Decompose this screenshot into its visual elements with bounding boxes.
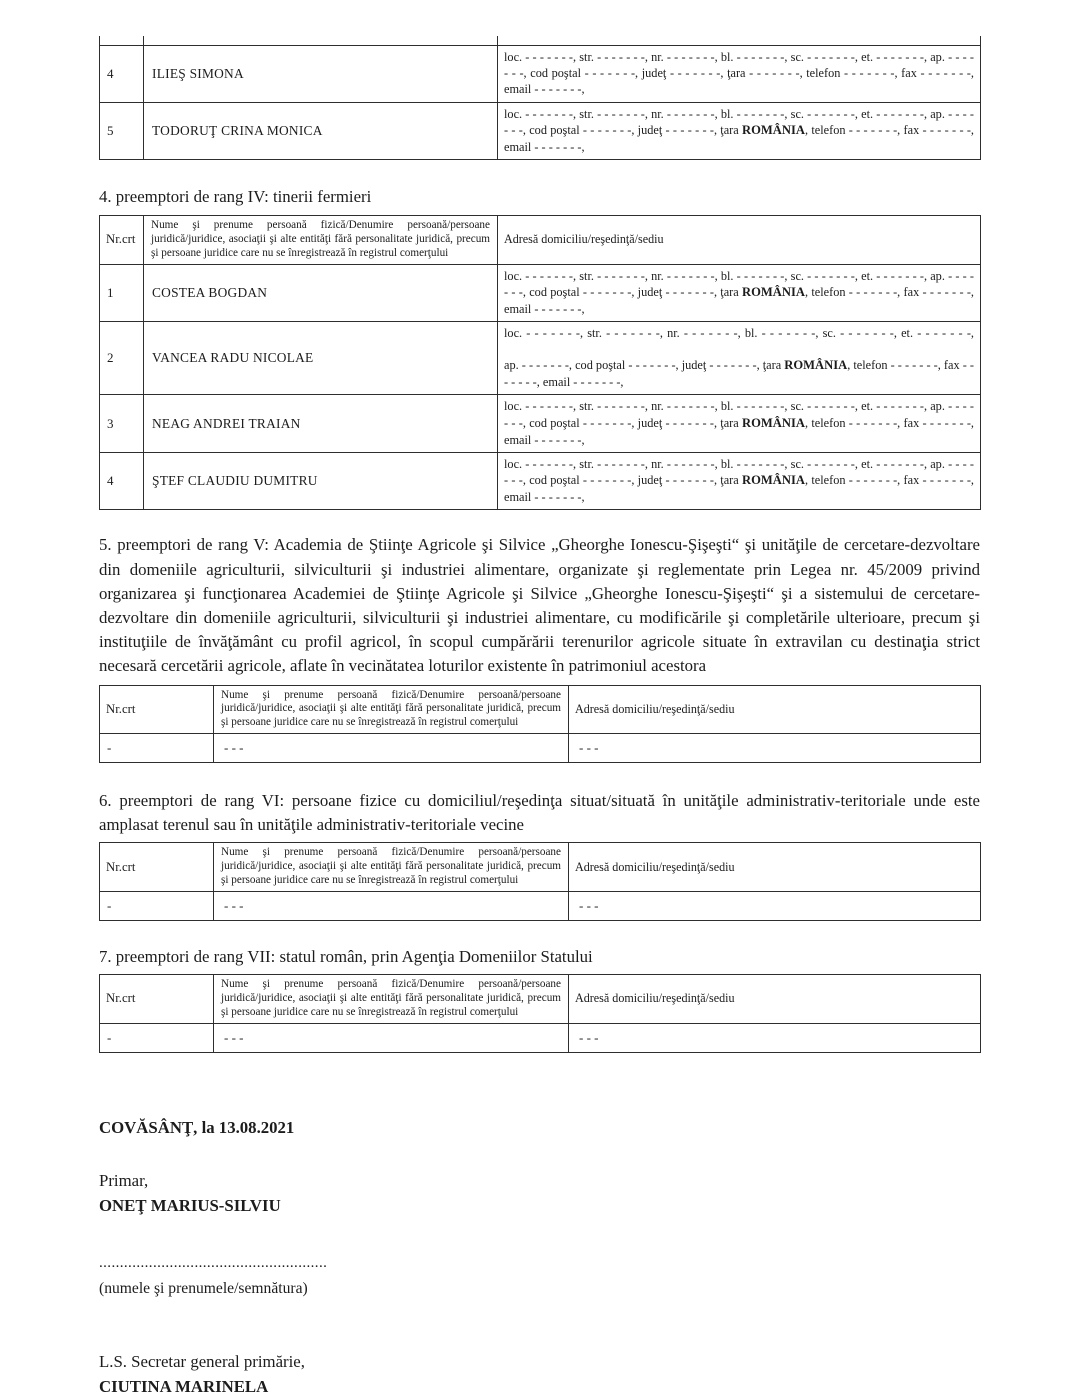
row-number-cell: - [100, 734, 214, 763]
signature-line: ....................................................... [99, 1254, 328, 1271]
address-cell: - - - [569, 891, 981, 920]
person-row [100, 322, 981, 395]
placeholder-row [100, 891, 981, 920]
header-name-cell: Nume şi prenume persoană fizică/Denumire persoană/persoane juridică/juridice, asociaţii şi alte entităţi fără personalitate juridică, precum şi persoane juridice care nu se înregistrează în registrul comerţului [214, 974, 569, 1023]
name-cell: - - - [214, 1023, 569, 1052]
address-cell: - - - [569, 734, 981, 763]
empty-cell [498, 36, 981, 45]
person-name-cell: ILIEŞ SIMONA [144, 45, 498, 102]
row-number-cell: 5 [100, 102, 144, 159]
empty-cell [100, 36, 144, 45]
header-address-cell: Adresă domiciliu/reşedinţă/sediu [569, 843, 981, 892]
header-address-cell: Adresă domiciliu/reşedinţă/sediu [569, 974, 981, 1023]
header-nr-cell: Nr.crt [100, 215, 144, 264]
header-nr-cell: Nr.crt [100, 843, 214, 892]
section4-table-head [100, 215, 981, 264]
section4-heading: 4. preemptori de rang IV: tinerii fermieri [99, 186, 372, 206]
section7-heading: 7. preemptori de rang VII: statul român, prin Agenţia Domeniilor Statului [99, 946, 593, 966]
person-name-cell: COSTEA BOGDAN [144, 264, 498, 321]
person-name-cell: ŞTEF CLAUDIU DUMITRU [144, 452, 498, 509]
section6-heading: 6. preemptori de rang VI: persoane fizice cu domiciliul/reşedinţa situat/situată în unităţile administrativ-teritoriale unde este amplasat terenul sau în unităţile administrativ-teritoriale vecine [99, 791, 980, 834]
header-row [100, 215, 981, 264]
section5-table [99, 685, 981, 764]
row-number-cell: 2 [100, 322, 144, 395]
person-row [100, 45, 981, 102]
top-table-continued [99, 36, 981, 160]
header-row [100, 685, 981, 734]
header-name-cell: Nume şi prenume persoană fizică/Denumire persoană/persoane juridică/juridice, asociaţii şi alte entităţi fără personalitate juridică, precum şi persoane juridice care nu se înregistrează în registrul comerţului [214, 843, 569, 892]
header-address-cell: Adresă domiciliu/reşedinţă/sediu [569, 685, 981, 734]
header-nr-cell: Nr.crt [100, 974, 214, 1023]
name-cell: - - - [214, 734, 569, 763]
section7-table-head [100, 974, 981, 1023]
section6-table-body [100, 891, 981, 920]
mayor-name: ONEŢ MARIUS-SILVIU [99, 1195, 281, 1215]
person-row [100, 264, 981, 321]
person-row [100, 102, 981, 159]
signature-note: (numele şi prenumele/semnătura) [99, 1279, 308, 1297]
section4-table [99, 215, 981, 510]
person-name-cell: NEAG ANDREI TRAIAN [144, 395, 498, 452]
header-address-cell: Adresă domiciliu/reşedinţă/sediu [498, 215, 981, 264]
address-cell: loc. - - - - - - -, str. - - - - - - -, nr. - - - - - - -, bl. - - - - - - -, sc. - - - - - - -, et. - - - - - - -, ap. - - - - - - -, cod poştal - - - - - - -, judeţ - - - - - - -, ţara ROMÂNIA, telefon - - - - - - -, fax - - - - - - -, email - - - - - - -, [498, 452, 981, 509]
header-row [100, 843, 981, 892]
section5-heading: 5. preemptori de rang V: Academia de Ştiinţe Agricole şi Silvice „Gheorghe Ionescu-Şişeşti“ şi unităţile de cercetare-dezvoltare din domeniile agriculturii, silviculturii şi industriei alimentare, organizate şi reglementate prin Legea nr. 45/2009 privind organizarea şi funcţionarea Academiei de Ştiinţe Agricole şi Silvice „Gheorghe Ionescu-Şişeşti“ şi a sistemului de cercetare-dezvoltare din domeniile agriculturii, silviculturii şi industriei alimentare, cu modificările şi completările ulterioare, precum şi instituţiile de învăţământ cu profil agricol, în scopul cumpărării terenurilor agricole situate în extravilan cu destinaţia strict necesară cercetării agricole, aflate în vecinătatea loturilor existente în patrimoniul acestora [99, 535, 980, 676]
empty-cell [144, 36, 498, 45]
cut-off-row [100, 36, 981, 45]
row-number-cell: - [100, 891, 214, 920]
person-name-cell: VANCEA RADU NICOLAE [144, 322, 498, 395]
place-and-date: COVĂSÂNŢ, la 13.08.2021 [99, 1117, 295, 1137]
header-name-cell: Nume şi prenume persoană fizică/Denumire persoană/persoane juridică/juridice, asociaţii şi alte entităţi fără personalitate juridică, precum şi persoane juridice care nu se înregistrează în registrul comerţului [214, 685, 569, 734]
placeholder-row [100, 734, 981, 763]
section5-table-body [100, 734, 981, 763]
name-cell: - - - [214, 891, 569, 920]
section7-table [99, 974, 981, 1053]
header-nr-cell: Nr.crt [100, 685, 214, 734]
row-number-cell: 4 [100, 452, 144, 509]
mayor-title: Primar, [99, 1170, 149, 1190]
row-number-cell: - [100, 1023, 214, 1052]
person-row [100, 452, 981, 509]
address-cell: - - - [569, 1023, 981, 1052]
document-page [99, 0, 980, 1399]
row-number-cell: 1 [100, 264, 144, 321]
header-row [100, 974, 981, 1023]
top-table-body [100, 36, 981, 159]
placeholder-row [100, 1023, 981, 1052]
section4-table-body [100, 264, 981, 510]
secretary-name: CIUTINA MARINELA [99, 1376, 269, 1396]
header-name-cell: Nume şi prenume persoană fizică/Denumire persoană/persoane juridică/juridice, asociaţii şi alte entităţi fără personalitate juridică, precum şi persoane juridice care nu se înregistrează în registrul comerţului [144, 215, 498, 264]
address-cell: loc. - - - - - - -, str. - - - - - - -, nr. - - - - - - -, bl. - - - - - - -, sc. - - - - - - -, et. - - - - - - -, ap. - - - - - - -, cod poştal - - - - - - -, judeţ - - - - - - -, ţara ROMÂNIA, telefon - - - - - - -, fax - - - - - - -, email - - - - - - -, [498, 395, 981, 452]
row-number-cell: 3 [100, 395, 144, 452]
section7-table-body [100, 1023, 981, 1052]
person-row [100, 395, 981, 452]
section6-table-head [100, 843, 981, 892]
section5-table-head [100, 685, 981, 734]
address-cell: loc. - - - - - - -, str. - - - - - - -, nr. - - - - - - -, bl. - - - - - - -, sc. - - - - - - -, et. - - - - - - -, ap. - - - - - - -, cod poştal - - - - - - -, judeţ - - - - - - -, ţara ROMÂNIA, telefon - - - - - - -, fax - - - - - - -, email - - - - - - -, [498, 102, 981, 159]
signature-block [99, 1115, 980, 1399]
secretary-title: L.S. Secretar general primărie, [99, 1351, 305, 1371]
address-cell: loc. - - - - - - -, str. - - - - - - -, nr. - - - - - - -, bl. - - - - - - -, sc. - - - - - - -, et. - - - - - - -, ap. - - - - - - -, cod poştal - - - - - - -, judeţ - - - - - - -, ţara - - - - - - -, telefon - - - - - - -, fax - - - - - - -, email - - - - - - -, [498, 45, 981, 102]
address-cell [498, 322, 981, 395]
address-rest: ap. - - - - - - -, cod poştal - - - - - - -, judeţ - - - - - - -, ţara ROMÂNIA, telefon - - - - - - -, fax - - - - - - -, email - - - - - - -, [504, 358, 974, 390]
row-number-cell: 4 [100, 45, 144, 102]
address-first-line: loc. - - - - - - -, str. - - - - - - -, nr. - - - - - - -, bl. - - - - - - -, sc. - - - - - - -, et. - - - - - - -, [504, 326, 974, 341]
section6-table [99, 842, 981, 921]
address-cell: loc. - - - - - - -, str. - - - - - - -, nr. - - - - - - -, bl. - - - - - - -, sc. - - - - - - -, et. - - - - - - -, ap. - - - - - - -, cod poştal - - - - - - -, judeţ - - - - - - -, ţara ROMÂNIA, telefon - - - - - - -, fax - - - - - - -, email - - - - - - -, [498, 264, 981, 321]
person-name-cell: TODORUŢ CRINA MONICA [144, 102, 498, 159]
